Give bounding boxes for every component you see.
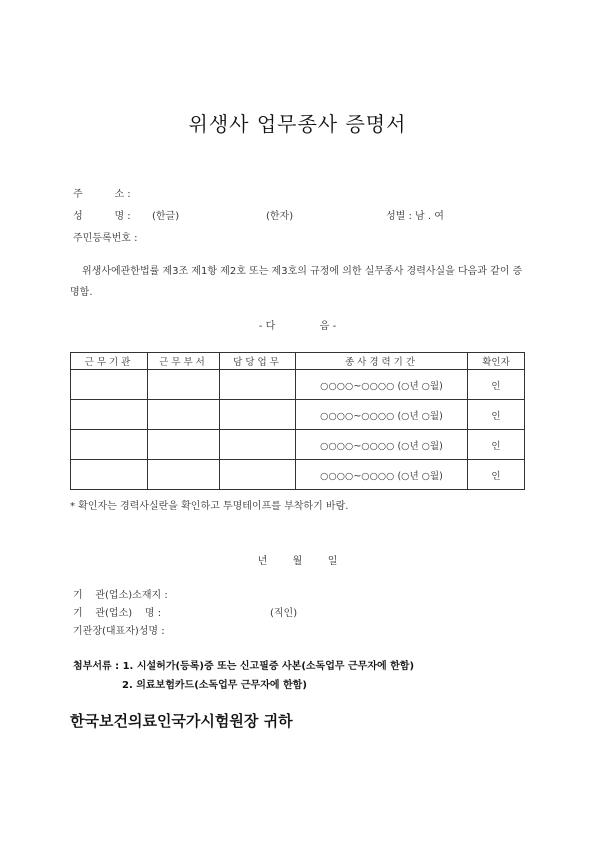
addressee: 한국보건의료인국가시험원장 귀하	[70, 712, 293, 730]
department-cell[interactable]	[148, 370, 220, 400]
institution-cell[interactable]	[71, 370, 148, 400]
seal-cell: 인	[468, 430, 525, 460]
institution-location-label: 기 관(업소)소재지 :	[73, 590, 168, 601]
header-period: 종사경력기간	[296, 353, 468, 370]
table-header-row	[71, 353, 525, 370]
header-duty: 담당업무	[220, 353, 296, 370]
duty-cell[interactable]	[220, 370, 296, 400]
institution-cell[interactable]	[71, 460, 148, 490]
seal-cell: 인	[468, 460, 525, 490]
header-institution: 근무기관	[71, 353, 148, 370]
period-cell[interactable]: ○○○○~○○○○ (○년 ○월)	[296, 460, 468, 490]
table-row	[71, 460, 525, 490]
resident-id-label: 주민등록번호 :	[73, 233, 138, 244]
seal-cell: 인	[468, 370, 525, 400]
attachment-line-2: 2. 의료보험카드(소독업무 근무자에 한함)	[122, 680, 307, 691]
duty-cell[interactable]	[220, 460, 296, 490]
seal-cell: 인	[468, 400, 525, 430]
career-table	[70, 352, 525, 490]
name-label: 성 명 :	[73, 211, 131, 222]
official-seal-label: (직인)	[270, 608, 298, 619]
representative-name-label: 기관장(대표자)성명 :	[73, 626, 165, 637]
address-label: 주 소 :	[73, 189, 131, 200]
table-note: * 확인자는 경력사실란을 확인하고 투명테이프를 부착하기 바람.	[70, 501, 349, 512]
period-cell[interactable]: ○○○○~○○○○ (○년 ○월)	[296, 400, 468, 430]
gender-field: 성별 : 남 . 여	[386, 211, 444, 222]
institution-cell[interactable]	[71, 400, 148, 430]
department-cell[interactable]	[148, 400, 220, 430]
period-cell[interactable]: ○○○○~○○○○ (○년 ○월)	[296, 370, 468, 400]
period-cell[interactable]: ○○○○~○○○○ (○년 ○월)	[296, 430, 468, 460]
header-department: 근무부서	[148, 353, 220, 370]
document-title: 위생사 업무종사 증명서	[188, 112, 407, 136]
table-row	[71, 400, 525, 430]
statement-paragraph: 위생사에관한법률 제3조 제1항 제2호 또는 제3호의 규정에 의한 실무종사 경력사실을 다음과 같이 증명함.	[70, 266, 523, 298]
name-hanja-label: (한자)	[266, 211, 294, 222]
table-row	[71, 430, 525, 460]
attachment-line-1: 첨부서류 : 1. 시설허가(등록)증 또는 신고필증 사본(소독업무 근무자에 한함)	[73, 661, 415, 672]
duty-cell[interactable]	[220, 430, 296, 460]
date-line: 년 월 일	[257, 556, 338, 567]
name-hangul-label: (한글)	[152, 211, 180, 222]
header-confirmer: 확인자	[468, 353, 525, 370]
section-heading: - 다 음 -	[258, 321, 337, 332]
institution-cell[interactable]	[71, 430, 148, 460]
department-cell[interactable]	[148, 430, 220, 460]
institution-name-label: 기 관(업소) 명 :	[73, 608, 162, 619]
duty-cell[interactable]	[220, 400, 296, 430]
table-row	[71, 370, 525, 400]
department-cell[interactable]	[148, 460, 220, 490]
